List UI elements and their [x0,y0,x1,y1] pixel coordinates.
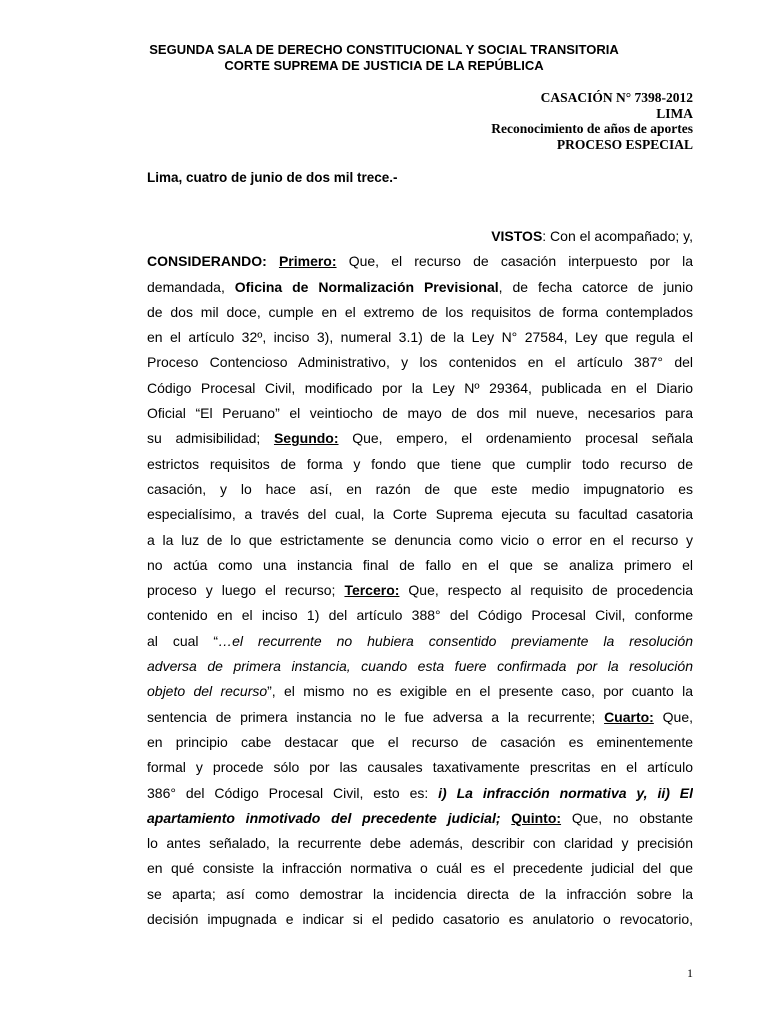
body-line [147,654,693,679]
body-line: su admisibilidad; Segundo: Que, empero, el ordenamiento procesal señala [147,430,693,447]
body-line: 386° del Código Procesal Civil, esto es: i) La infracción normativa y, ii) El [147,784,693,801]
vistos-line: VISTOS: Con el acompañado; y, [491,228,693,244]
case-process: PROCESO ESPECIAL [556,136,693,152]
body-line: sentencia de primera instancia no le fue adversa a la recurrente; Cuarto: Que, [147,708,693,725]
tercero-label: Tercero: [344,582,400,599]
body-line: apartamiento inmotivado del precedente judicial; Quinto: Que, no obstante [147,809,693,826]
body-line: estrictos requisitos de forma y fondo que tiene que cumplir todo recurso de [147,455,693,472]
court-header-line-1: SEGUNDA SALA DE DERECHO CONSTITUCIONAL Y SOCIAL TRANSITORIA [149,42,619,57]
body-line: en principio cabe destacar que el recurso de casación es eminentemente [147,733,693,750]
body-line: casación, y lo hace así, en razón de que este medio impugnatorio es [147,480,693,497]
causales-text: i) La infracción normativa y, ii) El [438,784,693,801]
quinto-label: Quinto: [511,809,562,826]
cuarto-label: Cuarto: [604,708,654,725]
case-subject: Reconocimiento de años de aportes [491,121,693,136]
body-line: lo antes señalado, la recurrente debe además, describir con claridad y precisión [147,835,693,852]
body-line: en qué consiste la infracción normativa o cuál es el precedente judicial del que [147,860,693,877]
primero-label: Primero: [278,253,337,270]
vistos-label: VISTOS [491,228,543,244]
considerando-label: CONSIDERANDO: [147,253,267,270]
body-line: Código Procesal Civil, modificado por la Ley Nº 29364, publicada en el Diario [147,379,693,396]
body-line: se aparta; así como demostrar la incidencia directa de la infracción sobre la [147,885,693,902]
page-number: 1 [687,966,693,980]
body-line: especialísimo, a través del cual, la Corte Suprema ejecuta su facultad casatoria [147,506,693,523]
body-line: Proceso Contencioso Administrativo, y los contenidos en el artículo 387° del [147,354,693,371]
quoted-text: …el recurrente no hubiera consentido previamente la resolución [218,632,693,649]
body-line: decisión impugnada e indicar si el pedido casatorio es anulatorio o revocatorio, [147,911,693,928]
place-date: Lima, cuatro de junio de dos mil trece.- [147,170,398,185]
body-line: demandada, Oficina de Normalización Previsional, de fecha catorce de junio [147,278,693,295]
body-line: contenido en el inciso 1) del artículo 388° del Código Procesal Civil, conforme [147,607,693,624]
body-line: no actúa como una instancia final de fallo en el que se analiza primero el [147,556,693,573]
body-line: de dos mil doce, cumple en el extremo de los requisitos de forma contemplados [147,303,693,320]
case-number: CASACIÓN N° 7398-2012 [540,90,693,105]
segundo-label: Segundo: [273,430,339,447]
body-line: al cual “…el recurrente no hubiera consentido previamente la resolución [147,632,693,649]
body-line: Oficial “El Peruano” el veintiocho de mayo de dos mil nueve, necesarios para [147,405,693,422]
case-info [491,90,693,152]
court-header-line-2: CORTE SUPREMA DE JUSTICIA DE LA REPÚBLICA [224,58,544,73]
resolution-body [147,224,693,932]
body-line: formal y procede sólo por las causales taxativamente prescritas en el artículo [147,759,693,776]
quoted-text: objeto del recurso [147,683,268,700]
body-line: a la luz de lo que estrictamente se denuncia como vicio o error en el recurso y [147,531,693,548]
causales-text: apartamiento inmotivado del precedente judicial; [147,809,501,826]
case-city: LIMA [656,105,693,121]
court-header [0,42,768,74]
onp-name: Oficina de Normalización Previsional [234,278,499,295]
body-line: objeto del recurso”, el mismo no es exigible en el presente caso, por cuanto la [147,683,693,700]
body-line: proceso y luego el recurso; Tercero: Que, respecto al requisito de procedencia [147,582,693,599]
quoted-text: adversa de primera instancia, cuando esta fuere confirmada por la resolución [147,658,693,675]
body-line: CONSIDERANDO: Primero: Que, el recurso de casación interpuesto por la [147,253,693,270]
body-line: en el artículo 32º, inciso 3), numeral 3.1) de la Ley N° 27584, Ley que regula el [147,329,693,346]
